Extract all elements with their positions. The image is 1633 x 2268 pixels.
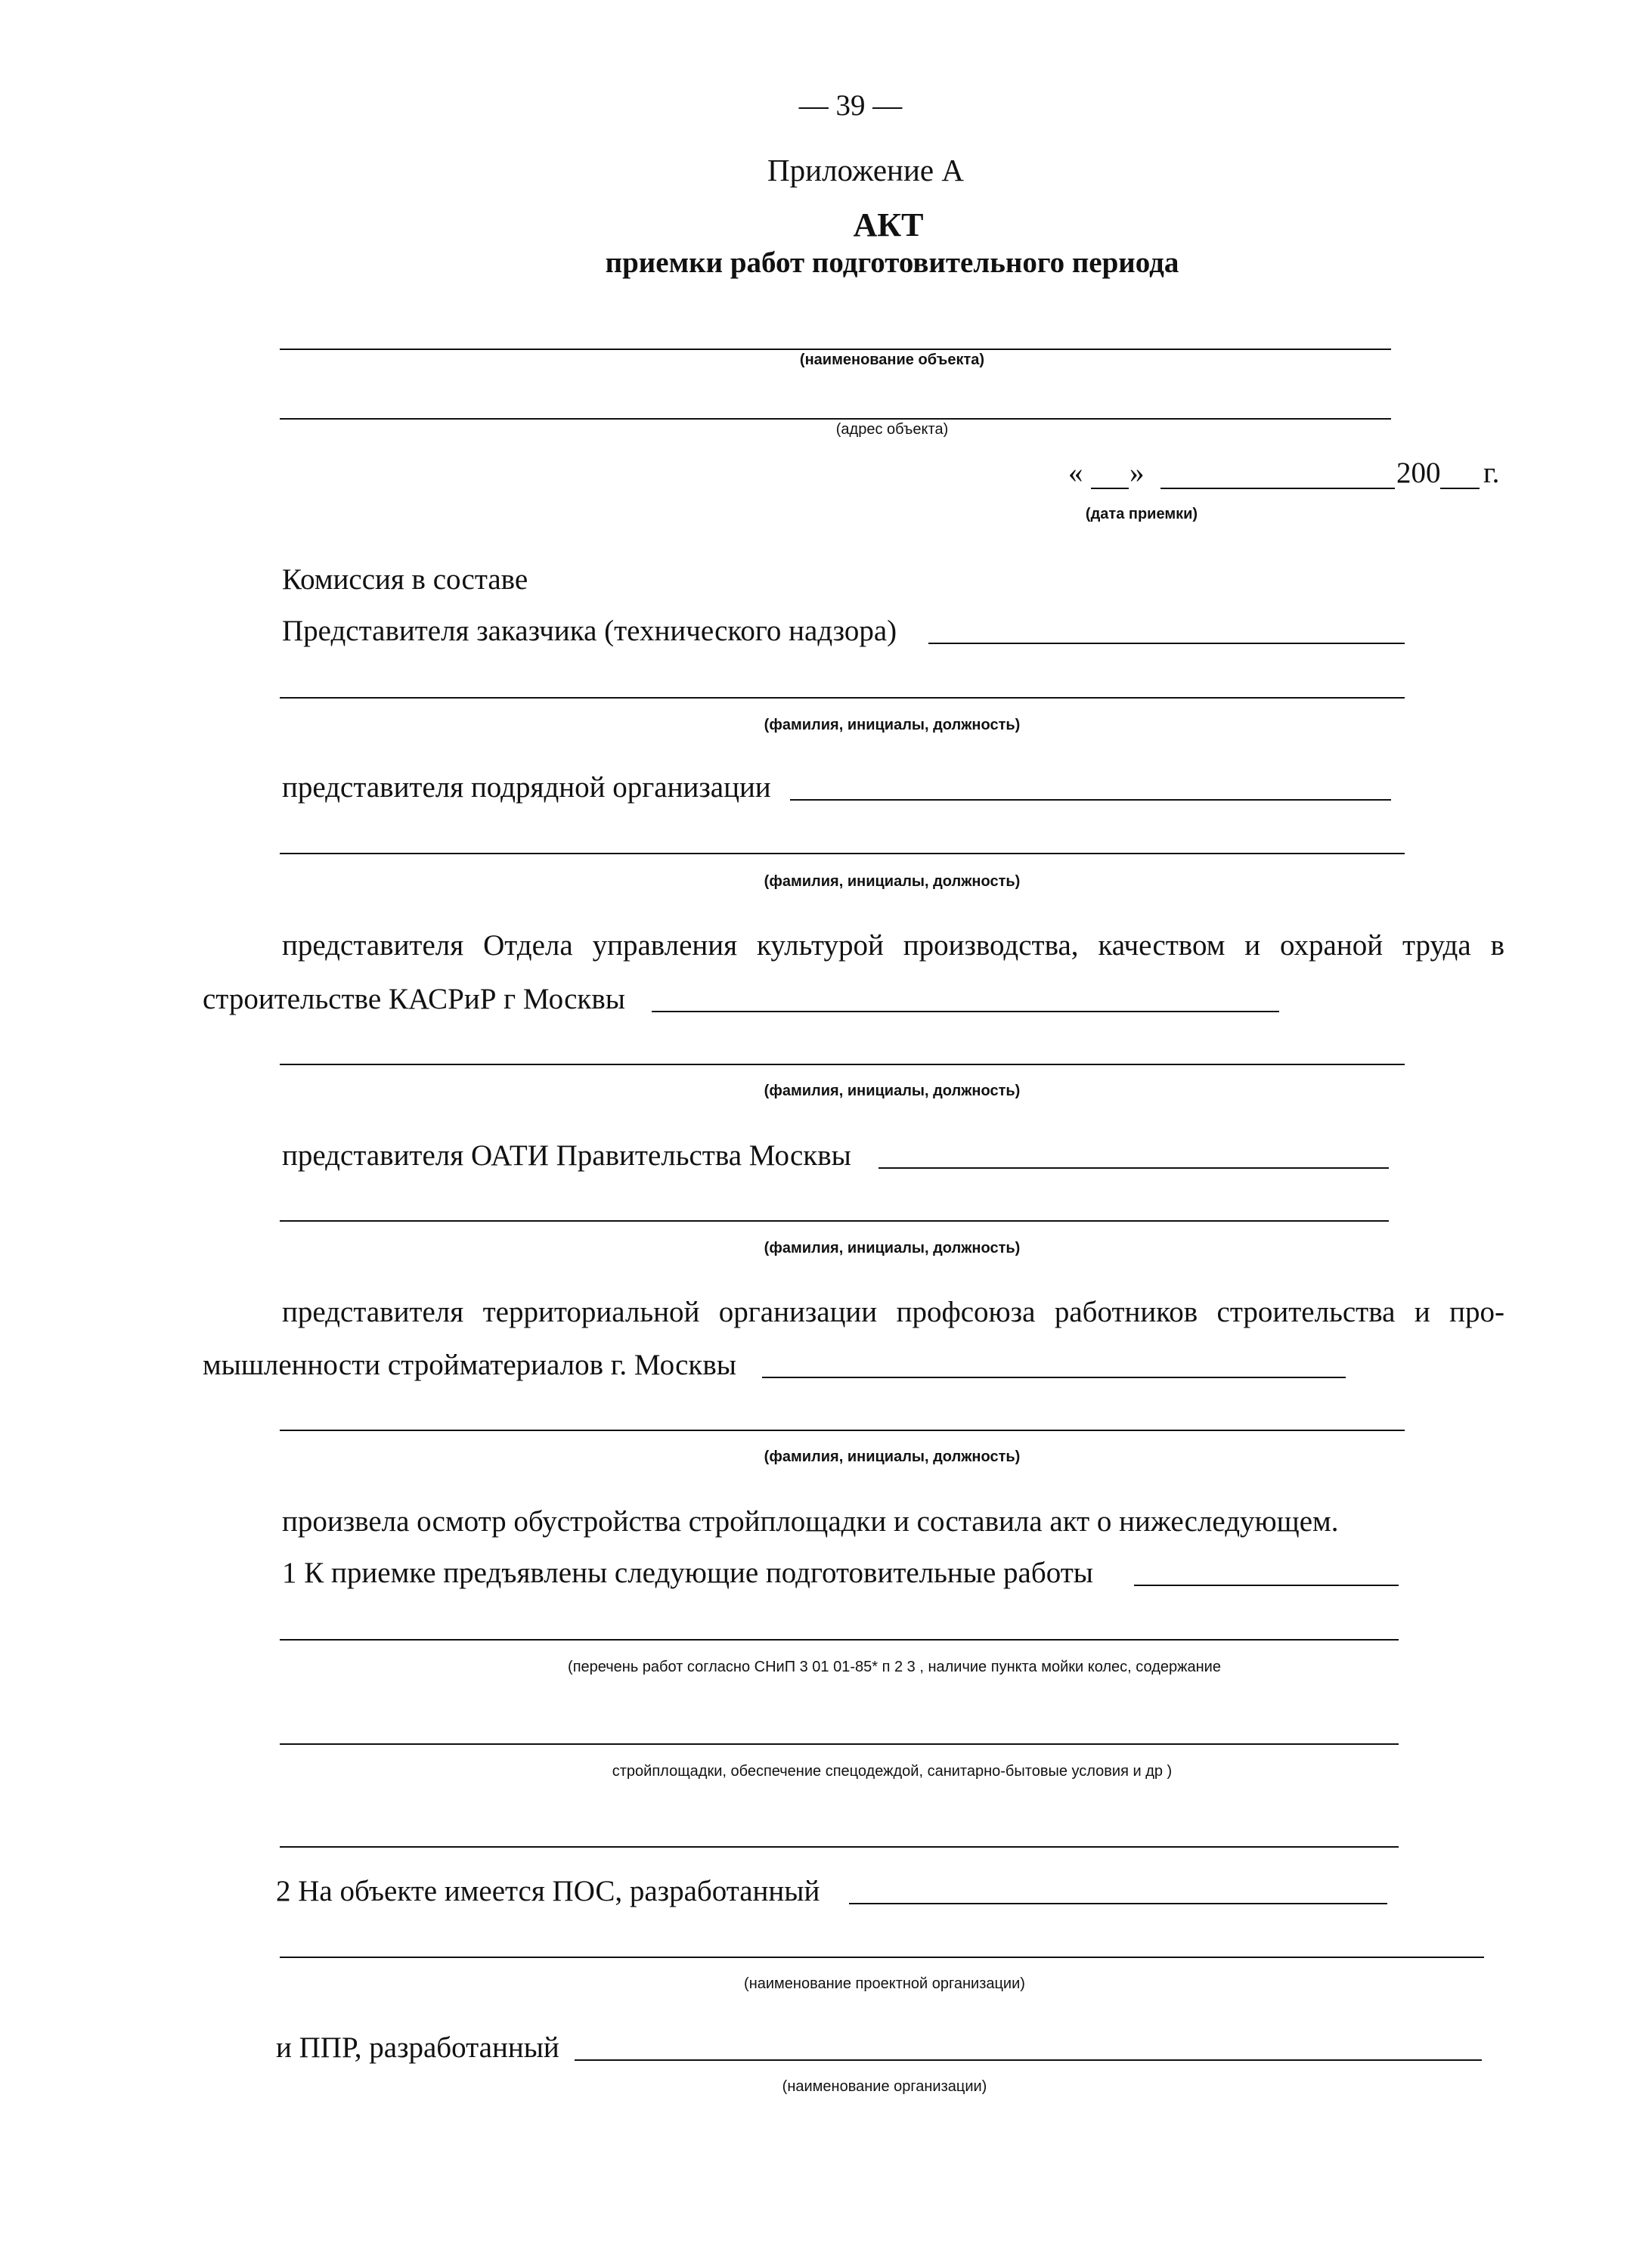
date-close-quote: » [1129,457,1145,489]
ppr-line[interactable] [575,2059,1482,2061]
date-day-line[interactable] [1091,488,1129,489]
dept-rep-label-line1: представителя Отдела управления культурой производства, качеством и охраной труда в [282,929,1504,962]
item2-line[interactable] [849,1903,1387,1904]
date-open-quote: « [1068,457,1083,489]
union-rep-label-line2: мышленности стройматериалов г. Москвы [203,1349,736,1381]
dept-rep-line-2[interactable] [280,1064,1405,1065]
contractor-rep-line[interactable] [790,799,1391,801]
dept-rep-label-line2: строительстве КАСРиР г Москвы [203,983,625,1015]
item1-line-3[interactable] [280,1743,1399,1745]
appendix-label: Приложение А [767,153,964,187]
object-name-caption: (наименование объекта) [799,352,985,368]
object-name-line[interactable] [280,349,1391,350]
contractor-rep-line-2[interactable] [280,853,1405,854]
item1-label: 1 К приемке предъявлены следующие подготовительные работы [282,1557,1093,1589]
act-subtitle: приемки работ подготовительного периода [605,246,1179,279]
item1-line[interactable] [1134,1585,1399,1586]
item1-line-4[interactable] [280,1846,1399,1848]
org-caption: (наименование организации) [782,2078,987,2095]
dept-rep-caption: (фамилия, инициалы, должность) [764,1083,1021,1099]
act-title: АКТ [853,206,924,243]
union-rep-label-line1: представителя территориальной организации профсоюза работников строительства и про- [282,1296,1504,1328]
customer-rep-label: Представителя заказчика (технического надзора) [282,615,897,647]
oati-rep-line-2[interactable] [280,1220,1389,1222]
item1-line-2[interactable] [280,1639,1399,1641]
object-address-line[interactable] [280,418,1391,420]
union-rep-caption: (фамилия, инициалы, должность) [764,1448,1021,1465]
union-rep-line[interactable] [762,1377,1346,1378]
date-year-suffix: г. [1483,457,1500,489]
object-address-caption: (адрес объекта) [835,421,949,438]
acceptance-date-caption: (дата приемки) [1085,506,1198,522]
oati-rep-caption: (фамилия, инициалы, должность) [764,1240,1021,1256]
customer-rep-line[interactable] [928,643,1405,644]
conclusion-text: произвела осмотр обустройства стройплощадки и составила акт о нижеследующем. [282,1505,1339,1538]
contractor-rep-label: представителя подрядной организации [282,771,771,804]
works-list-caption-1: (перечень работ согласно СНиП 3 01 01-85* п 2 3 , наличие пункта мойки колес, содержание [568,1659,1221,1675]
oati-rep-label: представителя ОАТИ Правительства Москвы [282,1139,851,1172]
oati-rep-line[interactable] [878,1167,1389,1169]
date-year-line[interactable] [1440,488,1480,489]
customer-rep-caption: (фамилия, инициалы, должность) [764,717,1021,733]
dept-rep-line[interactable] [652,1011,1279,1012]
design-org-caption: (наименование проектной организации) [744,1975,1025,1992]
union-rep-line-2[interactable] [280,1430,1405,1431]
page-number: — 39 — [798,89,903,122]
design-org-line[interactable] [280,1957,1484,1958]
customer-rep-line-2[interactable] [280,697,1405,699]
ppr-label: и ППР, разработанный [276,2031,559,2064]
contractor-rep-caption: (фамилия, инициалы, должность) [764,873,1021,890]
item2-label: 2 На объекте имеется ПОС, разработанный [276,1875,820,1907]
works-list-caption-2: стройплощадки, обеспечение спецодеждой, санитарно-бытовые условия и др ) [612,1763,1173,1780]
commission-intro: Комиссия в составе [282,563,528,596]
date-year-prefix: 200 [1396,457,1441,489]
date-month-line[interactable] [1160,488,1395,489]
